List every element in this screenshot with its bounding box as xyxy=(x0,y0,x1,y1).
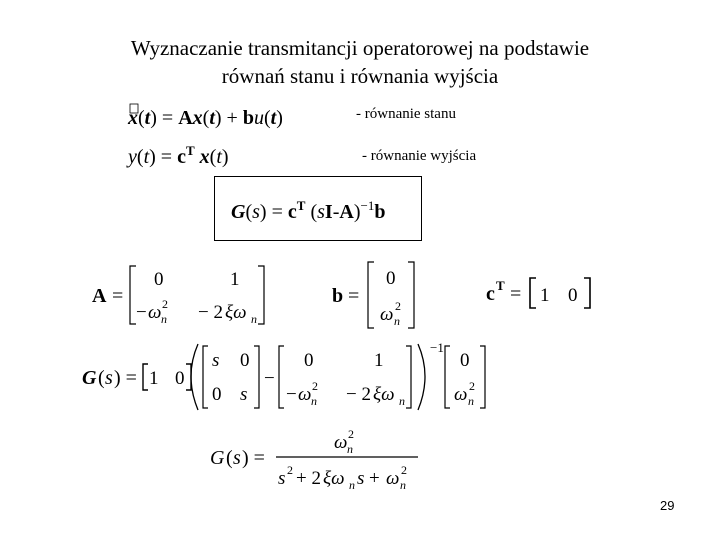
svg-text:1: 1 xyxy=(540,285,550,306)
state-equation-note: - równanie stanu xyxy=(356,106,456,122)
svg-text:1: 1 xyxy=(230,269,240,290)
svg-text:n: n xyxy=(349,478,355,492)
svg-text:2: 2 xyxy=(348,427,354,441)
svg-text:ξω: ξω xyxy=(373,384,395,405)
svg-text:0: 0 xyxy=(154,269,164,290)
svg-text:c: c xyxy=(486,283,495,305)
svg-text:2: 2 xyxy=(469,379,475,393)
svg-text:1: 1 xyxy=(149,368,159,389)
svg-text:2: 2 xyxy=(162,297,168,311)
svg-text:2: 2 xyxy=(401,463,407,477)
svg-text:s: s xyxy=(278,468,286,489)
svg-text:0: 0 xyxy=(240,350,250,371)
svg-text:x(t) = Ax(t) + bu(t): x(t) = Ax(t) + bu(t) xyxy=(128,107,283,129)
svg-text:−: − xyxy=(264,368,275,389)
substituted-transfer-function xyxy=(78,338,498,418)
svg-text:− 2: − 2 xyxy=(198,302,223,323)
svg-text:+ 2: + 2 xyxy=(296,468,321,489)
svg-text:0: 0 xyxy=(460,350,470,371)
svg-text:n: n xyxy=(399,394,405,408)
svg-text:s: s xyxy=(357,468,365,489)
svg-text:ξω: ξω xyxy=(225,302,247,323)
svg-text:G(s) = cT (sI-A)−1b: $G(s) = c^T$ $(sI-A)^{-1}b$ xyxy=(231,198,386,223)
svg-text:− 2: − 2 xyxy=(346,384,371,405)
svg-text:G: G xyxy=(82,367,97,389)
svg-text:−: − xyxy=(286,384,297,405)
transfer-function-box xyxy=(214,176,422,241)
matrix-A xyxy=(88,260,288,330)
svg-text:−: − xyxy=(136,302,147,323)
svg-text:ω: ω xyxy=(386,468,400,489)
svg-text:) =: ) = xyxy=(242,447,265,469)
output-equation xyxy=(122,138,262,172)
svg-text:0: 0 xyxy=(212,384,222,405)
svg-text:s: s xyxy=(212,350,220,371)
svg-text:n: n xyxy=(251,312,257,326)
svg-text:ω: ω xyxy=(298,384,312,405)
svg-text:2: 2 xyxy=(312,379,318,393)
slide-title-line2: równań stanu i równania wyjścia xyxy=(221,64,499,88)
svg-text:s: s xyxy=(105,367,113,389)
vector-b xyxy=(330,258,430,332)
svg-text:+: + xyxy=(369,468,380,489)
svg-text:A: A xyxy=(92,285,107,307)
svg-text:s: s xyxy=(240,384,248,405)
svg-text:n: n xyxy=(161,312,167,326)
svg-text:ω: ω xyxy=(380,304,394,325)
svg-text:n: n xyxy=(311,394,317,408)
svg-text:) =: ) = xyxy=(114,367,137,389)
svg-text:ω: ω xyxy=(148,302,162,323)
svg-text:y(t) = cT x(t): $y(t) = c^T$ x(t) xyxy=(128,143,229,168)
svg-text:n: n xyxy=(394,314,400,328)
slide-title-line1: Wyznaczanie transmitancji operatorowej na podstawie xyxy=(130,36,590,60)
svg-text:n: n xyxy=(347,442,353,456)
transfer-function-formula xyxy=(215,177,421,240)
result-transfer-function xyxy=(206,424,426,494)
svg-text:=: = xyxy=(348,285,360,307)
svg-text:n: n xyxy=(468,394,474,408)
svg-text:T: T xyxy=(496,278,505,293)
svg-text:=: = xyxy=(112,285,124,307)
svg-text:2: 2 xyxy=(395,299,401,313)
svg-text:b: b xyxy=(332,285,344,307)
svg-text:−1: −1 xyxy=(430,340,444,355)
svg-text:2: 2 xyxy=(287,463,293,477)
svg-text:0: 0 xyxy=(386,268,396,289)
svg-text:(: ( xyxy=(226,447,233,469)
svg-text:ξω: ξω xyxy=(323,468,345,489)
svg-text:ω: ω xyxy=(454,384,468,405)
state-equation xyxy=(120,98,320,132)
svg-text:ω: ω xyxy=(334,432,348,453)
page-number: 29 xyxy=(660,498,675,513)
svg-text:0: 0 xyxy=(175,368,185,389)
svg-text:0: 0 xyxy=(568,285,578,306)
svg-text:(: ( xyxy=(98,367,105,389)
svg-text:G: G xyxy=(210,447,225,469)
svg-text:s: s xyxy=(233,447,241,469)
svg-text:n: n xyxy=(400,478,406,492)
output-equation-note: - równanie wyjścia xyxy=(362,148,477,164)
vector-cT xyxy=(484,272,604,312)
svg-text:=: = xyxy=(510,283,522,305)
svg-text:0: 0 xyxy=(304,350,314,371)
svg-text:1: 1 xyxy=(374,350,384,371)
